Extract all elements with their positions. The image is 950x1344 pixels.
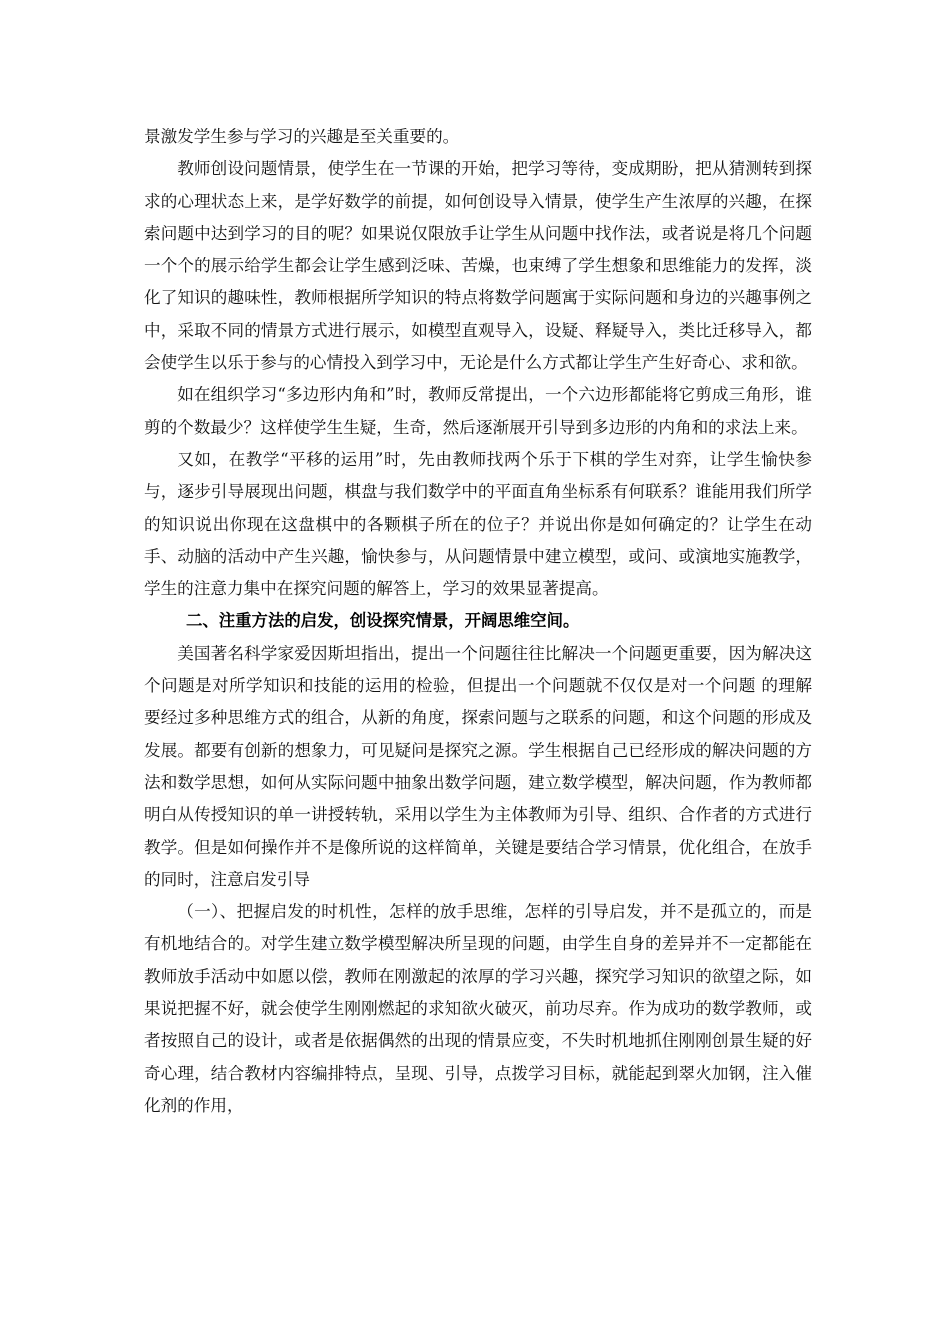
section-heading: 二、注重方法的启发，创设探究情景，开阔思维空间。: [186, 611, 580, 631]
paragraph-continuation: 景激发学生参与学习的兴趣是至关重要的。: [144, 127, 460, 146]
paragraph-timing: （一）、把握启发的时机性，怎样的放手思维，怎样的引导启发，并不是孤立的，而是有机地结合的。对学生建立数学模型解决所呈现的问题，由学生自身的差异并不一定都能在教师放手活动中如愿以偿，教师在刚激起的浓厚的学习兴趣，探究学习知识的欲望之际，如果说把握不好，就会使学生刚刚燃起的求知欲火破灭，前功尽弃。作为成功的数学教师，或者按照自己的设计，或者是依据偶然的出现的情景应变，不失时机地抓住刚刚创景生疑的好奇心理，结合教材内容编排特点，呈现、引导，点拨学习目标，就能起到翠火加钢，注入催化剂的作用，: [144, 902, 812, 1115]
paragraph-einstein: 美国著名科学家爱因斯坦指出，提出一个问题往往比解决一个问题更重要，因为解决这个问题是对所学知识和技能的运用的检验，但提出一个问题就不仅仅是对一个问题 的理解要经过多种思维方式的组合，从新的角度，探索问题与之联系的问题，和这个问题的形成及发展。都要有创新的想象力，可见疑问是探究之源。学生根据自己已经形成的解决问题的方法和数学思想，如何从实际问题中抽象出数学问题，建立数学模型，解决问题，作为教师都明白从传授知识的单一讲授转轨，采用以学生为主体教师为引导、组织、合作者的方式进行教学。但是如何操作并不是像所说的这样简单，关键是要结合学习情景，优化组合，在放手的同时，注意启发引导: [144, 643, 812, 889]
paragraph-translation-example: 又如，在教学“平移的运用”时，先由教师找两个乐于下棋的学生对弈，让学生愉快参与，逐步引导展现出问题，棋盘与我们数学中的平面直角坐标系有何联系？谁能用我们所学的知识说出你现在这盘棋中的各颗棋子所在的位子？并说出你是如何确定的？让学生在动手、动脑的活动中产生兴趣，愉快参与，从问题情景中建立模型，或问、或演地实施教学，学生的注意力集中在探究问题的解答上，学习的效果显著提高。: [144, 449, 812, 599]
paragraph-problem-situation: 教师创设问题情景，使学生在一节课的开始，把学习等待，变成期盼，把从猜测转到探求的心理状态上来，是学好数学的前提，如何创设导入情景，使学生产生浓厚的兴趣，在探索问题中达到学习的目的呢？如果说仅限放手让学生从问题中找作法，或者说是将几个问题一个个的展示给学生都会让学生感到泛味、苦燥，也束缚了学生想象和思维能力的发挥，淡化了知识的趣味性，教师根据所学知识的特点将数学问题寓于实际问题和身边的兴趣事例之中，采取不同的情景方式进行展示，如模型直观导入，设疑、释疑导入，类比迁移导入，都会使学生以乐于参与的心情投入到学习中，无论是什么方式都让学生产生好奇心、求和欲。: [144, 159, 812, 373]
paragraph-polygon-example: 如在组织学习“多边形内角和”时，教师反常提出，一个六边形都能将它剪成三角形，谁剪的个数最少？这样使学生生疑，生奇，然后逐渐展开引导到多边形的内角和的求法上来。: [144, 385, 812, 437]
document-body: [144, 121, 812, 1122]
